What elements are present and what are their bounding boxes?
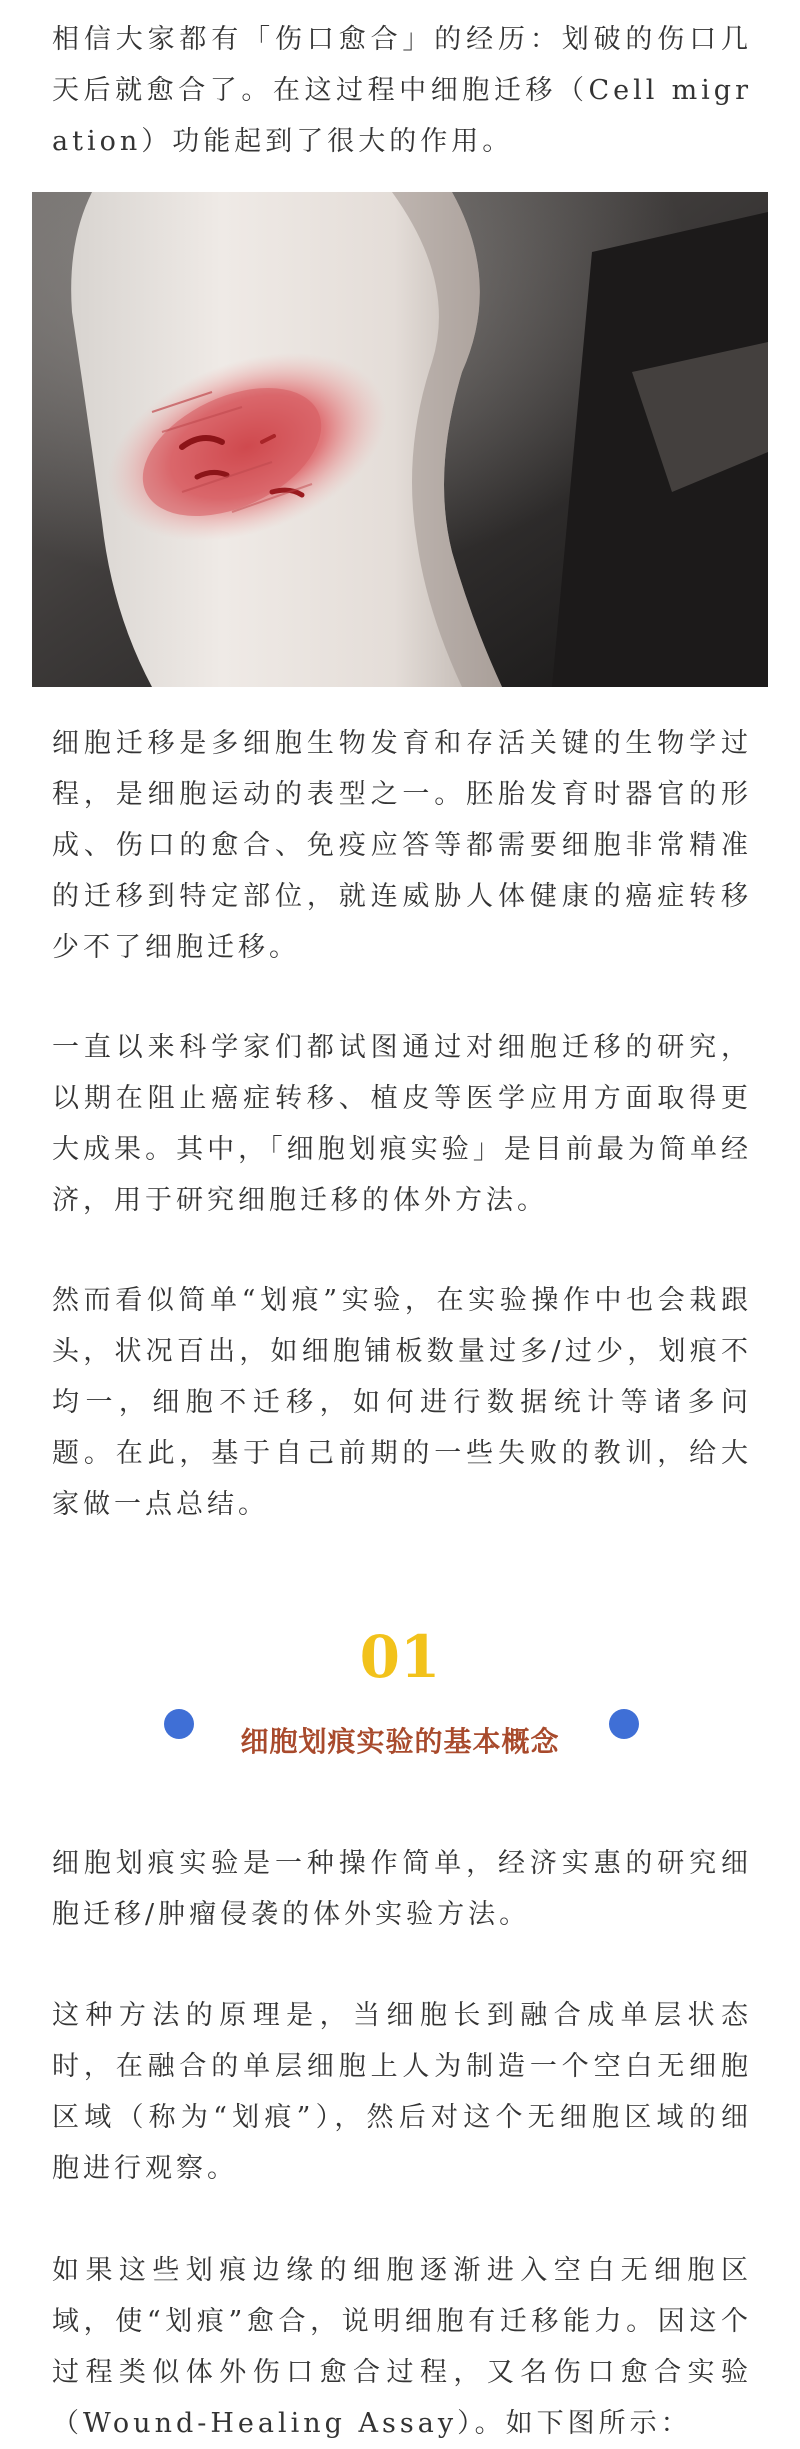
paragraph-2: 一直以来科学家们都试图通过对细胞迁移的研究，以期在阻止癌症转移、植皮等医学应用方面取得更大成果。其中，「细胞划痕实验」是目前最为简单经济，用于研究细胞迁移的体外方法。 (52, 1032, 752, 1216)
section-paragraph-2: 这种方法的原理是，当细胞长到融合成单层状态时，在融合的单层细胞上人为制造一个空白无细胞区域（称为“划痕”），然后对这个无细胞区域的细胞进行观察。 (52, 2000, 752, 2184)
section-number: 01 (359, 1623, 441, 1691)
section-paragraph-3: 如果这些划痕边缘的细胞逐渐进入空白无细胞区域，使“划痕”愈合，说明细胞有迁移能力。因这个过程类似体外伤口愈合过程，又名伤口愈合实验（Wound-Healing Assay）。如下图所示： (52, 2255, 752, 2439)
paragraph-1: 细胞迁移是多细胞生物发育和存活关键的生物学过程，是细胞运动的表型之一。胚胎发育时器官的形成、伤口的愈合、免疫应答等都需要细胞非常精准的迁移到特定部位，就连威胁人体健康的癌症转移少不了细胞迁移。 (52, 728, 752, 963)
section-paragraph-1: 细胞划痕实验是一种操作简单，经济实惠的研究细胞迁移/肿瘤侵袭的体外实验方法。 (52, 1848, 752, 1930)
section-title: 细胞划痕实验的基本概念 (240, 1725, 560, 1758)
paragraph-3: 然而看似简单“划痕”实验，在实验操作中也会栽跟头，状况百出，如细胞铺板数量过多/过少，划痕不均一，细胞不迁移，如何进行数据统计等诸多问题。在此，基于自己前期的一些失败的教训，给大家做一点总结。 (52, 1285, 752, 1520)
intro-paragraph: 相信大家都有「伤口愈合」的经历：划破的伤口几天后就愈合了。在这过程中细胞迁移（Cell migration）功能起到了很大的作用。 (52, 24, 752, 157)
knee-photo-illustration (32, 192, 768, 687)
hero-image-wound-knee (32, 192, 768, 687)
